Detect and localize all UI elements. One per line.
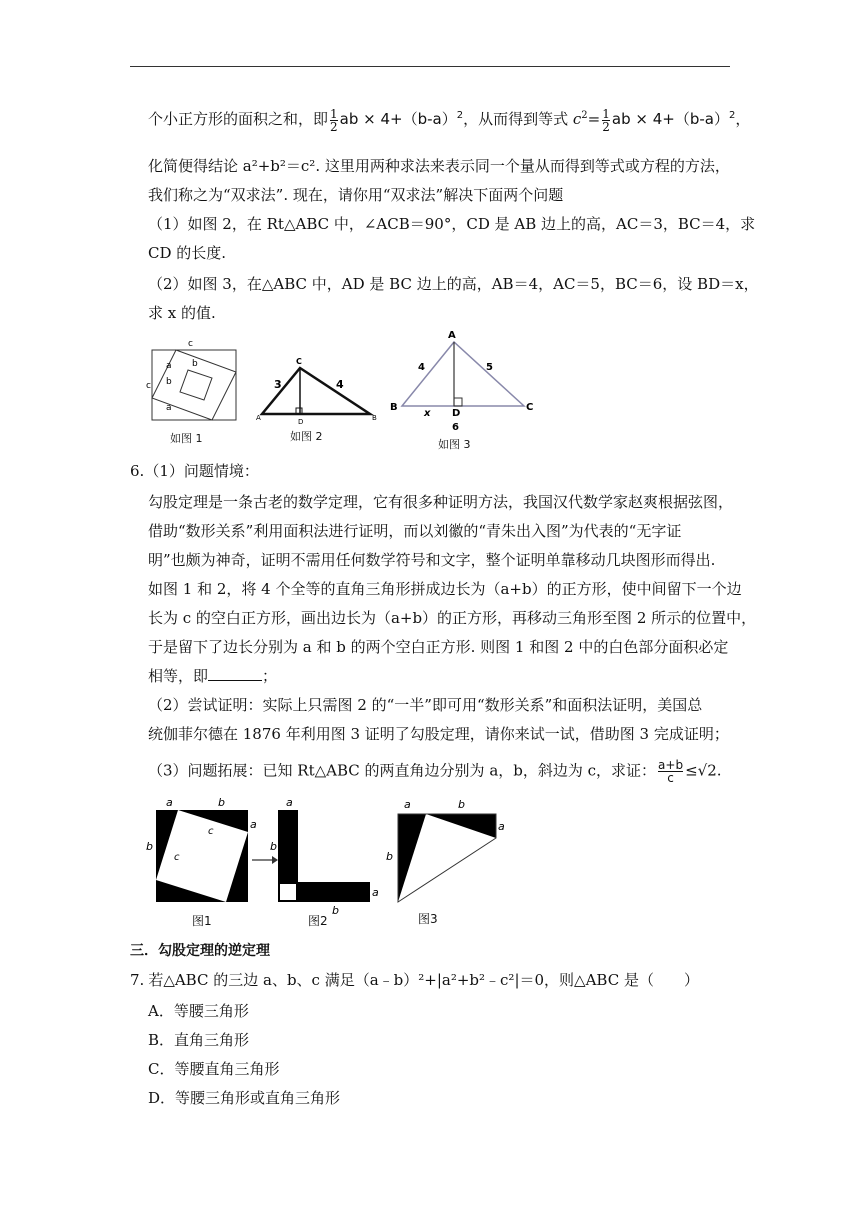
frac-den: c	[658, 771, 683, 784]
q6-line-7	[148, 666, 277, 686]
fig-label: b	[386, 850, 393, 863]
fraction-a-plus-b-over-c	[658, 759, 683, 784]
fig-label: c	[174, 852, 180, 863]
q6-part2-line1: （2）尝试证明：实际上只需图 2 的“一半”即可用“数形关系”和面积法证明，美国总	[148, 696, 703, 714]
intro-line-2: 化简便得结论 a²+b²＝c². 这里用两种求法来表示同一个量从而得到等式或方程的方法，	[148, 157, 730, 175]
q6-title: （1）问题情境：	[144, 462, 259, 480]
fig3-label: B	[390, 402, 398, 413]
q7-option-a[interactable]: A．等腰三角形	[148, 1002, 249, 1020]
q6-line-3: 明”也颇为神奇，证明不需用任何数学符号和文字，整个证明单靠移动几块图形而得出.	[148, 551, 716, 569]
fig2-label: A	[256, 414, 261, 422]
var-c: c	[572, 110, 582, 128]
q6-line-7-text: 相等，即	[148, 667, 209, 685]
frac-den: 2	[330, 119, 338, 134]
fig2-label: C	[296, 357, 302, 366]
fig1-label: b	[166, 377, 172, 387]
fraction-half-2	[602, 108, 610, 133]
frac-num: 1	[330, 106, 338, 121]
fig-label: a	[286, 796, 293, 809]
intro-text-a: 个小正方形的面积之和，即	[148, 110, 329, 128]
q6-figures	[146, 798, 526, 928]
q5-part1-line1: （1）如图 2，在 Rt△ABC 中，∠ACB＝90°，CD 是 AB 边上的高，AC＝3，BC＝4，求	[148, 215, 756, 233]
fig-label: a	[404, 798, 411, 811]
arrow-head	[272, 856, 278, 864]
fig-label: b	[458, 798, 465, 811]
formula-2: ab × 4+（b-a）	[611, 110, 729, 128]
q6-line-5: 长为 c 的空白正方形，画出边长为（a+b）的正方形，再移动三角形至图 2 所示的位置中，	[148, 609, 757, 627]
header-rule	[130, 66, 730, 67]
q6-line-4: 如图 1 和 2，将 4 个全等的直角三角形拼成边长为（a+b）的正方形，使中间留下一个边	[148, 580, 742, 598]
fig-label: a	[372, 886, 379, 899]
fig3-label: 5	[486, 362, 493, 373]
section-heading: 三．勾股定理的逆定理	[130, 943, 270, 959]
q7-number: 7.	[130, 971, 145, 989]
fraction-half-1	[330, 108, 338, 133]
fig1-label: c	[188, 339, 193, 349]
fig3-label: 4	[418, 362, 425, 373]
fig-label: b	[218, 796, 225, 809]
fig3-label: C	[526, 402, 534, 413]
fig2-label: D	[298, 418, 304, 426]
fig-label: b	[146, 840, 153, 853]
q6-part2-line2: 统伽菲尔德在 1876 年利用图 3 证明了勾股定理，请你来试一试，借助图 3 完成证明；	[148, 725, 729, 743]
frac-num: 1	[602, 106, 610, 121]
fig3-label: 6	[452, 422, 459, 433]
q6-fig3-caption: 图3	[418, 912, 438, 926]
q6-line-6: 于是留下了边长分别为 a 和 b 的两个空白正方形. 则图 1 和图 2 中的白色部分面积必定	[148, 638, 729, 656]
q6-figure-3	[386, 798, 505, 902]
inequality-tail: ≤√2.	[685, 761, 722, 780]
frac-den: 2	[602, 119, 610, 134]
q6-line-2: 借助“数形关系”利用面积法进行证明，而以刘徽的“青朱出入图”为代表的“无字证	[148, 522, 682, 540]
q5-part2-line2: 求 x 的值.	[148, 304, 216, 322]
fig1-label: a	[166, 403, 172, 413]
q7-option-b[interactable]: B．直角三角形	[148, 1031, 250, 1049]
q6-line-7-end: ；	[262, 667, 278, 685]
q5-figure-2	[258, 358, 378, 428]
fig3-label: D	[452, 408, 461, 419]
fig-label: c	[208, 826, 214, 837]
q6-figure-2	[270, 796, 379, 917]
fig-label: a	[498, 820, 505, 833]
fig1-label: a	[166, 361, 172, 371]
q7-stem-line	[130, 970, 699, 990]
q5-part2-line1: （2）如图 3，在△ABC 中，AD 是 BC 边上的高，AB＝4，AC＝5，BC＝6，设 BD＝x，	[148, 275, 759, 293]
q7-option-d[interactable]: D．等腰三角形或直角三角形	[148, 1089, 341, 1107]
fig-label: a	[250, 818, 257, 831]
q5-fig3-caption: 如图 3	[438, 438, 471, 451]
fig-label: b	[270, 840, 277, 853]
q5-fig1-caption: 如图 1	[170, 432, 203, 445]
fig-label: a	[166, 796, 173, 809]
equals: =	[587, 110, 601, 128]
intro-line-1: 个小正方形的面积之和，即 $\frac{1}{2}$ ab × $4+(b-a)^2$，从而得到等式 $c^2=$ $\frac{1}{2}$ ab × $4+(b-a)^2$，	[148, 106, 751, 134]
q6-fig1-caption: 图1	[192, 914, 212, 928]
fig1-label: c	[146, 381, 151, 391]
q7-option-c[interactable]: C．等腰直角三角形	[148, 1060, 280, 1078]
q5-part1-line2: CD 的长度.	[148, 244, 227, 262]
intro-text-b: ，从而得到等式	[463, 110, 569, 128]
q6-fig2-caption: 图2	[308, 914, 328, 928]
q6-line-1: 勾股定理是一条古老的数学定理，它有很多种证明方法，我国汉代数学家赵爽根据弦图，	[148, 493, 734, 511]
fig1-label: b	[192, 359, 198, 369]
fig3-label: A	[448, 330, 456, 341]
q6-number: 6.	[130, 462, 145, 480]
fig2-label: B	[372, 414, 377, 422]
q7-stem: 若△ABC 的三边 a、b、c 满足（a﹣b）²+|a²+b²﹣c²|＝0，则△ABC 是（ ）	[148, 971, 699, 989]
intro-line-3: 我们称之为“双求法”. 现在，请你用“双求法”解决下面两个问题	[148, 186, 564, 204]
q6-title-line	[130, 461, 259, 481]
fig3-label: x	[424, 408, 431, 419]
formula-1: ab × 4+（b-a）	[339, 110, 457, 128]
q5-fig2-caption: 如图 2	[290, 430, 323, 443]
fig2-label: 4	[336, 378, 344, 391]
q6-figure-1	[146, 796, 257, 902]
q6-part3-line	[148, 759, 722, 784]
q5-figure-3	[390, 330, 550, 440]
q6-part3-text: （3）问题拓展：已知 Rt△ABC 的两直角边分别为 a，b，斜边为 c，求证：	[148, 761, 657, 780]
answer-blank[interactable]	[208, 666, 262, 681]
q5-figure-1	[146, 339, 240, 423]
frac-num: a+b	[658, 758, 684, 772]
fig-label: b	[332, 904, 339, 917]
fig2-label: 3	[274, 378, 282, 391]
